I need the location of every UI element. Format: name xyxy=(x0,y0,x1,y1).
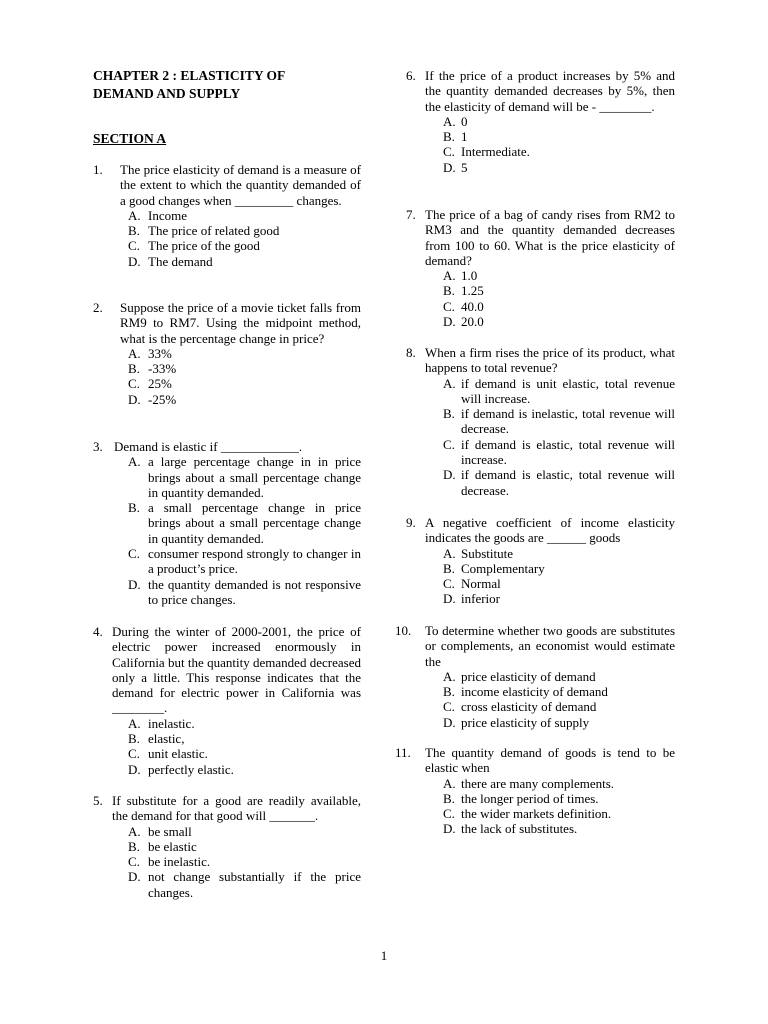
chapter-title-line-2: DEMAND AND SUPPLY xyxy=(93,86,241,101)
option-text: 40.0 xyxy=(461,298,484,314)
option-d xyxy=(443,160,675,175)
option-c xyxy=(443,144,675,159)
option-letter: D. xyxy=(128,253,141,269)
option-text: perfectly elastic. xyxy=(148,761,234,777)
option-c xyxy=(443,576,675,591)
option-c xyxy=(128,854,361,869)
question-4 xyxy=(93,624,361,777)
option-letter: C. xyxy=(128,854,140,870)
option-letter: C. xyxy=(443,576,455,592)
option-text: a large percentage change in in price brings about a small percentage change in quantity demanded. xyxy=(148,454,361,500)
question-10 xyxy=(395,623,675,730)
page-number: 1 xyxy=(380,948,388,963)
question-text: The price of a bag of candy rises from RM2 to RM3 and the quantity demanded decreases from 100 to 60. What is the price elasticity of demand? xyxy=(425,207,675,268)
option-letter: A. xyxy=(128,345,141,361)
option-letter: B. xyxy=(443,790,455,806)
question-text: If the price of a product increases by 5% and the quantity demanded decreases by 5%, then the elasticity of demand will be - ________. xyxy=(425,68,675,114)
question-text: During the winter of 2000-2001, the price of electric power increased enormously in California but the quantity demanded decreased only a little. This response indicates that the demand for electric power in California was ________. xyxy=(112,624,361,716)
option-text: -25% xyxy=(148,391,177,407)
chapter-title xyxy=(93,67,361,103)
option-d xyxy=(443,467,675,498)
option-text: 1.25 xyxy=(461,283,484,299)
option-letter: B. xyxy=(443,684,455,700)
option-text: 33% xyxy=(148,345,172,361)
option-b xyxy=(128,731,361,746)
option-d xyxy=(443,591,675,606)
option-b xyxy=(443,561,675,576)
option-letter: D. xyxy=(443,159,456,175)
option-d xyxy=(128,254,361,269)
option-text: price elasticity of demand xyxy=(461,668,596,684)
option-letter: B. xyxy=(128,731,140,747)
option-text: -33% xyxy=(148,361,177,377)
option-text: Normal xyxy=(461,576,501,592)
option-text: The demand xyxy=(148,253,213,269)
question-text: When a firm rises the price of its product, what happens to total revenue? xyxy=(425,345,675,376)
question-number: 11. xyxy=(395,745,411,760)
option-text: 20.0 xyxy=(461,314,484,330)
option-text: 5 xyxy=(461,159,468,175)
option-a xyxy=(128,454,361,500)
question-9 xyxy=(395,515,675,607)
option-text: there are many complements. xyxy=(461,775,615,791)
option-letter: B. xyxy=(443,283,455,299)
option-b xyxy=(443,129,675,144)
option-d xyxy=(128,869,361,900)
option-letter: B. xyxy=(443,129,455,145)
option-letter: B. xyxy=(128,838,140,854)
option-a xyxy=(443,776,675,791)
option-letter: A. xyxy=(128,207,141,223)
option-list xyxy=(395,776,675,837)
option-letter: C. xyxy=(443,699,455,715)
question-text: The price elasticity of demand is a measure of the extent to which the quantity demanded of a good changes when _________ changes. xyxy=(120,162,361,208)
option-letter: D. xyxy=(443,467,456,483)
option-letter: D. xyxy=(443,821,456,837)
option-b xyxy=(128,361,361,376)
option-letter: A. xyxy=(443,113,456,129)
option-a xyxy=(443,376,675,407)
option-text: consumer respond strongly to changer in a product’s price. xyxy=(148,546,361,577)
option-list xyxy=(93,716,361,777)
option-list xyxy=(395,546,675,607)
question-8 xyxy=(395,345,675,498)
option-b xyxy=(128,223,361,238)
option-text: unit elastic. xyxy=(148,746,208,762)
option-letter: A. xyxy=(443,668,456,684)
question-number: 9. xyxy=(406,515,416,530)
option-b xyxy=(443,283,675,298)
option-list xyxy=(93,824,361,900)
option-a xyxy=(128,346,361,361)
question-2 xyxy=(93,300,361,407)
option-text: be elastic xyxy=(148,838,197,854)
question-text: If substitute for a good are readily available, the demand for that good will _______. xyxy=(112,793,361,824)
option-b xyxy=(128,839,361,854)
option-text: Income xyxy=(148,207,187,223)
option-text: income elasticity of demand xyxy=(461,684,608,700)
option-d xyxy=(443,821,675,836)
option-list xyxy=(395,376,675,498)
option-list xyxy=(93,208,361,269)
question-number: 7. xyxy=(406,207,416,222)
option-text: Substitute xyxy=(461,545,514,561)
option-c xyxy=(443,699,675,714)
option-a xyxy=(443,669,675,684)
option-list xyxy=(395,268,675,329)
option-letter: C. xyxy=(443,298,455,314)
option-text: price elasticity of supply xyxy=(461,714,590,730)
option-letter: D. xyxy=(128,869,141,885)
question-number: 5. xyxy=(93,793,103,808)
question-text: Demand is elastic if ____________. xyxy=(114,439,303,454)
question-number: 8. xyxy=(406,345,416,360)
option-text: be small xyxy=(148,823,192,839)
option-list xyxy=(93,454,361,607)
option-letter: B. xyxy=(128,223,140,239)
option-text: inferior xyxy=(461,591,500,607)
option-b xyxy=(443,406,675,437)
option-d xyxy=(443,715,675,730)
question-text: To determine whether two goods are substitutes or complements, an economist would estimate the xyxy=(425,623,675,669)
question-7 xyxy=(395,207,675,329)
option-a xyxy=(128,824,361,839)
option-letter: D. xyxy=(128,761,141,777)
option-letter: C. xyxy=(128,376,140,392)
question-text: A negative coefficient of income elasticity indicates the goods are ______ goods xyxy=(425,515,675,546)
question-1 xyxy=(93,162,361,269)
option-text: elastic, xyxy=(148,731,185,747)
question-number: 4. xyxy=(93,624,103,639)
option-d xyxy=(128,577,361,608)
option-text: 1 xyxy=(461,129,468,145)
option-b xyxy=(128,500,361,546)
option-text: Complementary xyxy=(461,560,545,576)
option-text: be inelastic. xyxy=(148,854,211,870)
option-letter: C. xyxy=(443,806,455,822)
option-letter: D. xyxy=(443,591,456,607)
option-letter: C. xyxy=(443,436,455,452)
question-text: The quantity demand of goods is tend to be elastic when xyxy=(425,745,675,776)
question-6 xyxy=(395,68,675,175)
option-c xyxy=(443,437,675,468)
option-letter: C. xyxy=(443,144,455,160)
option-text: the wider markets definition. xyxy=(461,806,612,822)
question-text: Suppose the price of a movie ticket falls from RM9 to RM7. Using the midpoint method, what is the percentage change in price? xyxy=(120,300,361,346)
option-text: The price of the good xyxy=(148,238,260,254)
question-number: 6. xyxy=(406,68,416,83)
option-text: a small percentage change in price brings about a small percentage change in quantity demanded. xyxy=(148,500,361,546)
question-11 xyxy=(395,745,675,837)
chapter-title-line-1: CHAPTER 2 : ELASTICITY OF xyxy=(93,68,286,83)
option-text: 1.0 xyxy=(461,268,478,284)
option-b xyxy=(443,684,675,699)
option-c xyxy=(128,376,361,391)
option-text: Intermediate. xyxy=(461,144,530,160)
option-text: the quantity demanded is not responsive to price changes. xyxy=(148,576,361,607)
option-a xyxy=(443,114,675,129)
option-letter: D. xyxy=(128,391,141,407)
option-text: if demand is unit elastic, total revenue will increase. xyxy=(461,375,675,406)
option-c xyxy=(128,546,361,577)
option-letter: C. xyxy=(128,238,140,254)
option-text: The price of related good xyxy=(148,223,280,239)
question-number: 10. xyxy=(395,623,412,638)
option-list xyxy=(395,114,675,175)
option-letter: A. xyxy=(443,775,456,791)
option-letter: A. xyxy=(128,823,141,839)
option-c xyxy=(443,806,675,821)
option-letter: A. xyxy=(128,715,141,731)
option-c xyxy=(128,746,361,761)
option-letter: D. xyxy=(443,314,456,330)
option-d xyxy=(128,762,361,777)
option-letter: A. xyxy=(443,268,456,284)
option-letter: C. xyxy=(128,746,140,762)
option-text: if demand is elastic, total revenue will increase. xyxy=(461,436,675,468)
option-letter: D. xyxy=(128,576,141,592)
option-letter: C. xyxy=(128,546,140,562)
option-list xyxy=(93,346,361,407)
question-5 xyxy=(93,793,361,900)
option-letter: B. xyxy=(443,406,455,422)
option-c xyxy=(443,299,675,314)
question-number: 2. xyxy=(93,300,103,315)
option-text: if demand is elastic, total revenue will decrease. xyxy=(461,467,675,498)
option-d xyxy=(128,392,361,407)
option-letter: A. xyxy=(128,454,141,470)
option-letter: B. xyxy=(443,560,455,576)
option-letter: B. xyxy=(128,361,140,377)
option-text: the lack of substitutes. xyxy=(461,821,578,837)
section-heading: SECTION A xyxy=(93,131,167,146)
option-text: 25% xyxy=(148,376,172,392)
option-text: inelastic. xyxy=(148,715,195,731)
option-a xyxy=(443,268,675,283)
option-a xyxy=(128,716,361,731)
option-letter: B. xyxy=(128,500,140,516)
option-list xyxy=(395,669,675,730)
option-text: if demand is inelastic, total revenue will decrease. xyxy=(461,406,675,437)
option-text: 0 xyxy=(461,113,468,129)
question-number: 3. xyxy=(93,439,103,454)
question-3 xyxy=(93,439,361,607)
option-letter: D. xyxy=(443,714,456,730)
option-d xyxy=(443,314,675,329)
option-text: cross elasticity of demand xyxy=(461,699,597,715)
option-text: not change substantially if the price changes. xyxy=(148,869,361,900)
option-a xyxy=(128,208,361,223)
option-letter: A. xyxy=(443,375,456,391)
option-letter: A. xyxy=(443,545,456,561)
option-text: the longer period of times. xyxy=(461,790,599,806)
question-number: 1. xyxy=(93,162,103,177)
option-a xyxy=(443,546,675,561)
option-b xyxy=(443,791,675,806)
option-c xyxy=(128,238,361,253)
